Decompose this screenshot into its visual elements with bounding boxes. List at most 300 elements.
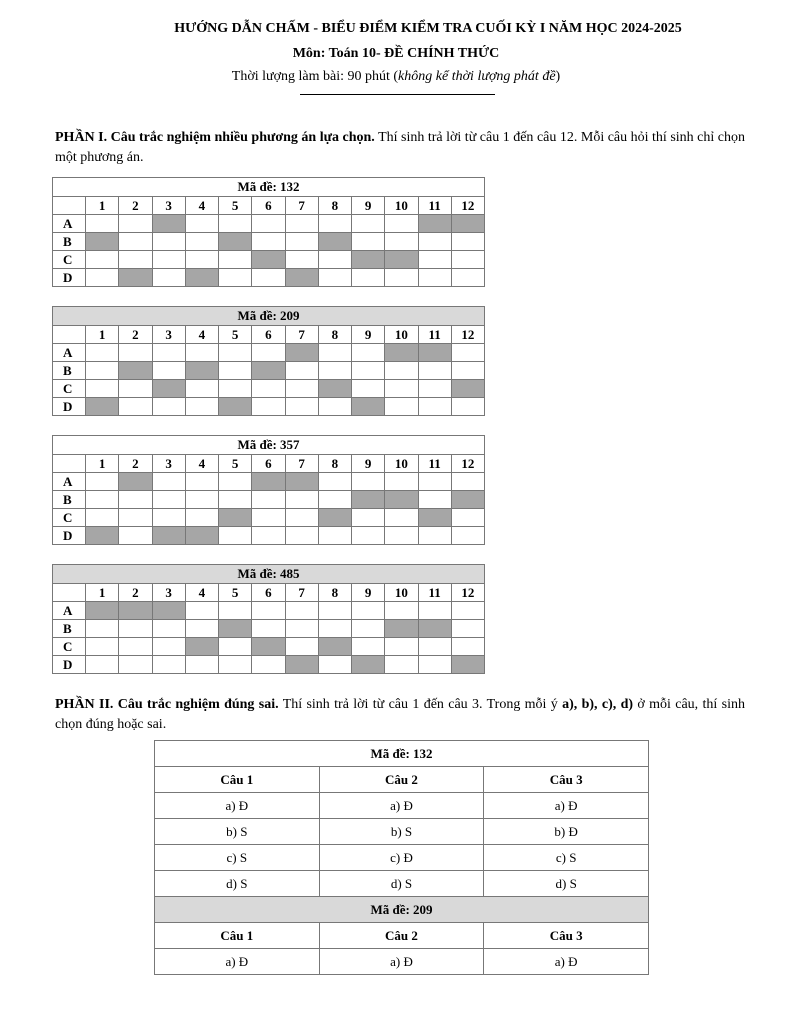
answer-cell <box>219 215 252 233</box>
answer-cell-selected <box>285 344 318 362</box>
answer-cell <box>318 620 351 638</box>
grid-title: Mã đề: 485 <box>53 565 485 584</box>
answer-cell <box>451 527 484 545</box>
tf-cell: a) Đ <box>484 793 649 819</box>
question-number-cell: 5 <box>219 584 252 602</box>
document-title: HƯỚNG DẪN CHẤM - BIỂU ĐIỂM KIỂM TRA CUỐI KỲ I NĂM HỌC 2024-2025 <box>174 21 682 36</box>
answer-cell-selected <box>385 344 418 362</box>
answer-cell <box>185 398 218 416</box>
question-number-cell: 2 <box>119 326 152 344</box>
answer-cell <box>418 380 451 398</box>
option-label-cell: A <box>53 344 86 362</box>
answer-cell <box>119 398 152 416</box>
answer-cell-selected <box>119 602 152 620</box>
tf-header-cell: Câu 1 <box>155 923 320 949</box>
answer-cell <box>185 602 218 620</box>
question-number-cell: 7 <box>285 455 318 473</box>
question-number-cell: 3 <box>152 326 185 344</box>
answer-cell-selected <box>152 527 185 545</box>
answer-cell <box>252 269 285 287</box>
option-label-cell: C <box>53 380 86 398</box>
question-number-cell: 8 <box>318 455 351 473</box>
answer-cell <box>318 362 351 380</box>
answer-cell <box>385 398 418 416</box>
answer-cell <box>285 233 318 251</box>
tf-cell: a) Đ <box>155 793 320 819</box>
answer-cell-selected <box>385 491 418 509</box>
duration-prefix: Thời lượng làm bài: 90 phút ( <box>231 69 399 84</box>
answer-cell <box>252 215 285 233</box>
question-number-cell: 11 <box>418 584 451 602</box>
answer-cell-selected <box>352 398 385 416</box>
question-number-cell: 12 <box>451 197 484 215</box>
tf-cell: c) S <box>155 845 320 871</box>
answer-cell <box>418 269 451 287</box>
answer-cell <box>352 509 385 527</box>
answer-cell <box>119 344 152 362</box>
answer-cell <box>252 491 285 509</box>
answer-cell <box>318 491 351 509</box>
answer-cell <box>318 215 351 233</box>
answer-cell <box>451 362 484 380</box>
corner-cell <box>53 197 86 215</box>
answer-cell-selected <box>252 362 285 380</box>
corner-cell <box>53 584 86 602</box>
answer-cell <box>86 251 119 269</box>
answer-cell <box>285 527 318 545</box>
question-number-cell: 11 <box>418 326 451 344</box>
answer-cell <box>86 380 119 398</box>
answer-cell <box>385 527 418 545</box>
answer-cell <box>119 509 152 527</box>
answer-cell <box>318 269 351 287</box>
answer-cell <box>152 509 185 527</box>
answer-cell <box>318 656 351 674</box>
answer-cell <box>119 233 152 251</box>
question-number-cell: 4 <box>185 584 218 602</box>
tf-cell: b) Đ <box>484 819 649 845</box>
question-number-cell: 12 <box>451 584 484 602</box>
answer-cell-selected <box>152 380 185 398</box>
subject-line: Môn: Toán 10- ĐỀ CHÍNH THỨC <box>292 46 500 61</box>
answer-cell <box>119 527 152 545</box>
answer-cell <box>86 491 119 509</box>
question-number-cell: 12 <box>451 326 484 344</box>
answer-cell-selected <box>352 251 385 269</box>
answer-cell <box>451 602 484 620</box>
answer-cell <box>185 656 218 674</box>
answer-cell <box>385 233 418 251</box>
question-number-cell: 6 <box>252 584 285 602</box>
question-number-cell: 7 <box>285 584 318 602</box>
question-number-cell: 3 <box>152 455 185 473</box>
answer-cell-selected <box>219 509 252 527</box>
option-label-cell: D <box>53 527 86 545</box>
answer-cell <box>152 473 185 491</box>
answer-cell <box>219 269 252 287</box>
answer-cell <box>185 620 218 638</box>
answer-cell-selected <box>352 491 385 509</box>
answer-cell <box>86 344 119 362</box>
option-label-cell: B <box>53 362 86 380</box>
answer-cell-selected <box>86 602 119 620</box>
answer-cell-selected <box>418 344 451 362</box>
answer-cell <box>219 638 252 656</box>
answer-cell <box>219 602 252 620</box>
answer-cell-selected <box>119 362 152 380</box>
part2-text-b: a), b), c), d) <box>562 697 634 712</box>
answer-cell <box>385 215 418 233</box>
answer-cell <box>352 638 385 656</box>
answer-cell <box>119 251 152 269</box>
corner-cell <box>53 455 86 473</box>
question-number-cell: 8 <box>318 584 351 602</box>
question-number-cell: 11 <box>418 455 451 473</box>
answer-cell <box>219 380 252 398</box>
question-number-cell: 3 <box>152 584 185 602</box>
answer-cell-selected <box>285 656 318 674</box>
answer-cell-selected <box>418 215 451 233</box>
answer-cell-selected <box>185 269 218 287</box>
answer-cell <box>219 491 252 509</box>
option-label-cell: D <box>53 398 86 416</box>
option-label-cell: A <box>53 215 86 233</box>
answer-cell <box>352 380 385 398</box>
answer-cell-selected <box>451 491 484 509</box>
answer-cell <box>418 527 451 545</box>
tf-header-cell: Câu 2 <box>319 923 484 949</box>
question-number-cell: 9 <box>352 455 385 473</box>
answer-cell <box>152 491 185 509</box>
option-label-cell: B <box>53 233 86 251</box>
tf-cell: c) S <box>484 845 649 871</box>
answer-cell <box>385 656 418 674</box>
answer-cell <box>185 344 218 362</box>
answer-cell <box>285 602 318 620</box>
answer-cell <box>219 362 252 380</box>
answer-cell <box>418 362 451 380</box>
tf-cell: a) Đ <box>155 949 320 975</box>
answer-cell <box>219 656 252 674</box>
corner-cell <box>53 326 86 344</box>
answer-cell <box>318 344 351 362</box>
answer-cell-selected <box>252 473 285 491</box>
answer-cell-selected <box>385 620 418 638</box>
answer-cell <box>252 602 285 620</box>
question-number-cell: 10 <box>385 197 418 215</box>
answer-cell <box>86 473 119 491</box>
answer-cell <box>285 398 318 416</box>
question-number-cell: 4 <box>185 197 218 215</box>
answer-cell <box>219 344 252 362</box>
answer-cell <box>152 269 185 287</box>
answer-cell-selected <box>219 233 252 251</box>
question-number-cell: 1 <box>86 197 119 215</box>
answer-cell <box>219 251 252 269</box>
answer-cell <box>86 362 119 380</box>
answer-cell-selected <box>185 527 218 545</box>
tf-header-cell: Câu 2 <box>319 767 484 793</box>
answer-cell <box>285 491 318 509</box>
question-number-cell: 5 <box>219 197 252 215</box>
answer-cell <box>418 602 451 620</box>
answer-cell <box>152 656 185 674</box>
answer-cell <box>185 380 218 398</box>
answer-cell <box>152 344 185 362</box>
answer-cell-selected <box>318 380 351 398</box>
question-number-cell: 9 <box>352 197 385 215</box>
option-label-cell: A <box>53 602 86 620</box>
question-number-cell: 10 <box>385 455 418 473</box>
tf-code-title: Mã đề: 132 <box>155 741 649 767</box>
answer-cell-selected <box>318 233 351 251</box>
answer-cell <box>252 656 285 674</box>
answer-cell <box>451 620 484 638</box>
answer-cell <box>451 473 484 491</box>
answer-cell <box>385 380 418 398</box>
answer-cell <box>352 269 385 287</box>
answer-cell <box>352 215 385 233</box>
answer-cell-selected <box>119 473 152 491</box>
duration-line <box>0 69 792 85</box>
tf-header-cell: Câu 3 <box>484 923 649 949</box>
answer-cell-selected <box>252 251 285 269</box>
question-number-cell: 6 <box>252 455 285 473</box>
answer-cell <box>285 509 318 527</box>
question-number-cell: 8 <box>318 197 351 215</box>
question-number-cell: 5 <box>219 455 252 473</box>
question-number-cell: 6 <box>252 326 285 344</box>
answer-cell <box>418 491 451 509</box>
answer-cell <box>285 362 318 380</box>
answer-cell <box>451 344 484 362</box>
option-label-cell: D <box>53 269 86 287</box>
part1-title: PHẦN I. Câu trắc nghiệm nhiều phương án lựa chọn. <box>55 130 375 145</box>
answer-cell-selected <box>451 656 484 674</box>
answer-cell <box>252 398 285 416</box>
answer-grid-209 <box>52 306 485 416</box>
answer-cell-selected <box>86 398 119 416</box>
answer-cell <box>418 656 451 674</box>
answer-cell-selected <box>285 269 318 287</box>
part2-instructions <box>55 695 745 735</box>
answer-cell <box>418 233 451 251</box>
answer-cell <box>219 473 252 491</box>
answer-cell <box>385 362 418 380</box>
answer-cell <box>152 620 185 638</box>
answer-cell <box>252 620 285 638</box>
answer-cell <box>185 509 218 527</box>
answer-cell <box>252 527 285 545</box>
answer-cell <box>285 215 318 233</box>
answer-cell-selected <box>185 362 218 380</box>
answer-cell-selected <box>418 509 451 527</box>
tf-header-cell: Câu 3 <box>484 767 649 793</box>
part2-text-a: Thí sinh trả lời từ câu 1 đến câu 3. Trong mỗi ý <box>278 697 563 712</box>
question-number-cell: 9 <box>352 584 385 602</box>
answer-cell-selected <box>185 638 218 656</box>
question-number-cell: 7 <box>285 197 318 215</box>
question-number-cell: 1 <box>86 326 119 344</box>
tf-cell: b) S <box>155 819 320 845</box>
answer-cell <box>185 491 218 509</box>
answer-cell <box>285 251 318 269</box>
answer-cell <box>185 215 218 233</box>
question-number-cell: 3 <box>152 197 185 215</box>
answer-cell <box>285 638 318 656</box>
header-underline <box>300 94 495 95</box>
answer-cell <box>119 491 152 509</box>
answer-grid-132 <box>52 177 485 287</box>
answer-cell <box>86 620 119 638</box>
answer-cell <box>152 638 185 656</box>
answer-cell-selected <box>152 215 185 233</box>
answer-cell <box>185 233 218 251</box>
answer-cell <box>418 638 451 656</box>
answer-cell-selected <box>285 473 318 491</box>
answer-cell-selected <box>252 638 285 656</box>
answer-cell <box>185 251 218 269</box>
answer-cell <box>451 638 484 656</box>
answer-cell-selected <box>352 656 385 674</box>
tf-cell: d) S <box>484 871 649 897</box>
answer-cell-selected <box>219 398 252 416</box>
question-number-cell: 2 <box>119 455 152 473</box>
question-number-cell: 2 <box>119 197 152 215</box>
answer-cell <box>451 509 484 527</box>
answer-cell <box>185 473 218 491</box>
answer-cell <box>86 656 119 674</box>
answer-cell-selected <box>451 215 484 233</box>
answer-cell <box>152 251 185 269</box>
answer-cell <box>119 215 152 233</box>
answer-cell <box>252 509 285 527</box>
tf-cell: c) Đ <box>319 845 484 871</box>
answer-cell-selected <box>318 509 351 527</box>
tf-header-cell: Câu 1 <box>155 767 320 793</box>
answer-cell <box>451 269 484 287</box>
option-label-cell: C <box>53 638 86 656</box>
question-number-cell: 1 <box>86 584 119 602</box>
answer-cell <box>252 380 285 398</box>
answer-cell <box>86 215 119 233</box>
tf-cell: d) S <box>155 871 320 897</box>
tf-code-title: Mã đề: 209 <box>155 897 649 923</box>
answer-cell <box>352 362 385 380</box>
answer-cell <box>451 398 484 416</box>
answer-cell <box>451 233 484 251</box>
answer-cell <box>119 380 152 398</box>
answer-cell <box>252 344 285 362</box>
answer-cell <box>352 473 385 491</box>
answer-cell <box>285 620 318 638</box>
answer-cell <box>451 251 484 269</box>
tf-cell: b) S <box>319 819 484 845</box>
answer-cell <box>418 473 451 491</box>
tf-cell: a) Đ <box>319 793 484 819</box>
answer-cell <box>152 233 185 251</box>
answer-cell <box>318 473 351 491</box>
option-label-cell: A <box>53 473 86 491</box>
option-label-cell: C <box>53 251 86 269</box>
answer-cell <box>318 527 351 545</box>
answer-cell <box>318 602 351 620</box>
option-label-cell: B <box>53 620 86 638</box>
answer-cell-selected <box>86 527 119 545</box>
answer-cell <box>318 398 351 416</box>
grid-title: Mã đề: 132 <box>53 178 485 197</box>
answer-cell-selected <box>86 233 119 251</box>
question-number-cell: 4 <box>185 326 218 344</box>
answer-cell <box>352 620 385 638</box>
answer-cell-selected <box>119 269 152 287</box>
answer-cell <box>385 269 418 287</box>
answer-cell <box>152 362 185 380</box>
part1-text: Thí sinh trả lời từ câu 1 đến câu 12. Mỗi câu hỏi thí sinh chỉ chọn một phương án. <box>55 130 745 165</box>
question-number-cell: 7 <box>285 326 318 344</box>
question-number-cell: 8 <box>318 326 351 344</box>
answer-grid-485 <box>52 564 485 674</box>
question-number-cell: 9 <box>352 326 385 344</box>
answer-cell <box>119 620 152 638</box>
answer-cell-selected <box>418 620 451 638</box>
answer-grid-357 <box>52 435 485 545</box>
question-number-cell: 4 <box>185 455 218 473</box>
tf-cell: a) Đ <box>484 949 649 975</box>
duration-note: không kể thời lượng phát đề <box>398 69 556 84</box>
answer-cell <box>119 656 152 674</box>
answer-cell-selected <box>318 638 351 656</box>
question-number-cell: 5 <box>219 326 252 344</box>
answer-cell <box>152 398 185 416</box>
question-number-cell: 6 <box>252 197 285 215</box>
answer-cell <box>352 527 385 545</box>
question-number-cell: 11 <box>418 197 451 215</box>
answer-cell-selected <box>219 620 252 638</box>
answer-cell <box>252 233 285 251</box>
answer-cell-selected <box>385 251 418 269</box>
answer-cell <box>418 251 451 269</box>
answer-cell <box>385 509 418 527</box>
answer-cell <box>385 638 418 656</box>
true-false-table <box>154 740 649 975</box>
question-number-cell: 10 <box>385 584 418 602</box>
answer-cell <box>219 527 252 545</box>
answer-cell <box>86 509 119 527</box>
option-label-cell: B <box>53 491 86 509</box>
question-number-cell: 1 <box>86 455 119 473</box>
answer-cell <box>352 344 385 362</box>
answer-cell <box>385 602 418 620</box>
question-number-cell: 2 <box>119 584 152 602</box>
answer-cell <box>119 638 152 656</box>
answer-cell <box>86 638 119 656</box>
part2-title: PHẦN II. Câu trắc nghiệm đúng sai. <box>55 697 279 712</box>
grid-title: Mã đề: 357 <box>53 436 485 455</box>
answer-cell <box>352 233 385 251</box>
tf-cell: d) S <box>319 871 484 897</box>
answer-cell <box>86 269 119 287</box>
answer-cell <box>285 380 318 398</box>
option-label-cell: C <box>53 509 86 527</box>
answer-cell-selected <box>152 602 185 620</box>
question-number-cell: 12 <box>451 455 484 473</box>
duration-suffix: ) <box>555 69 561 84</box>
tf-cell: a) Đ <box>319 949 484 975</box>
grid-title: Mã đề: 209 <box>53 307 485 326</box>
answer-cell <box>318 251 351 269</box>
part2-text-c: ở mỗi câu, thí sinh chọn đúng hoặc sai. <box>55 697 745 732</box>
